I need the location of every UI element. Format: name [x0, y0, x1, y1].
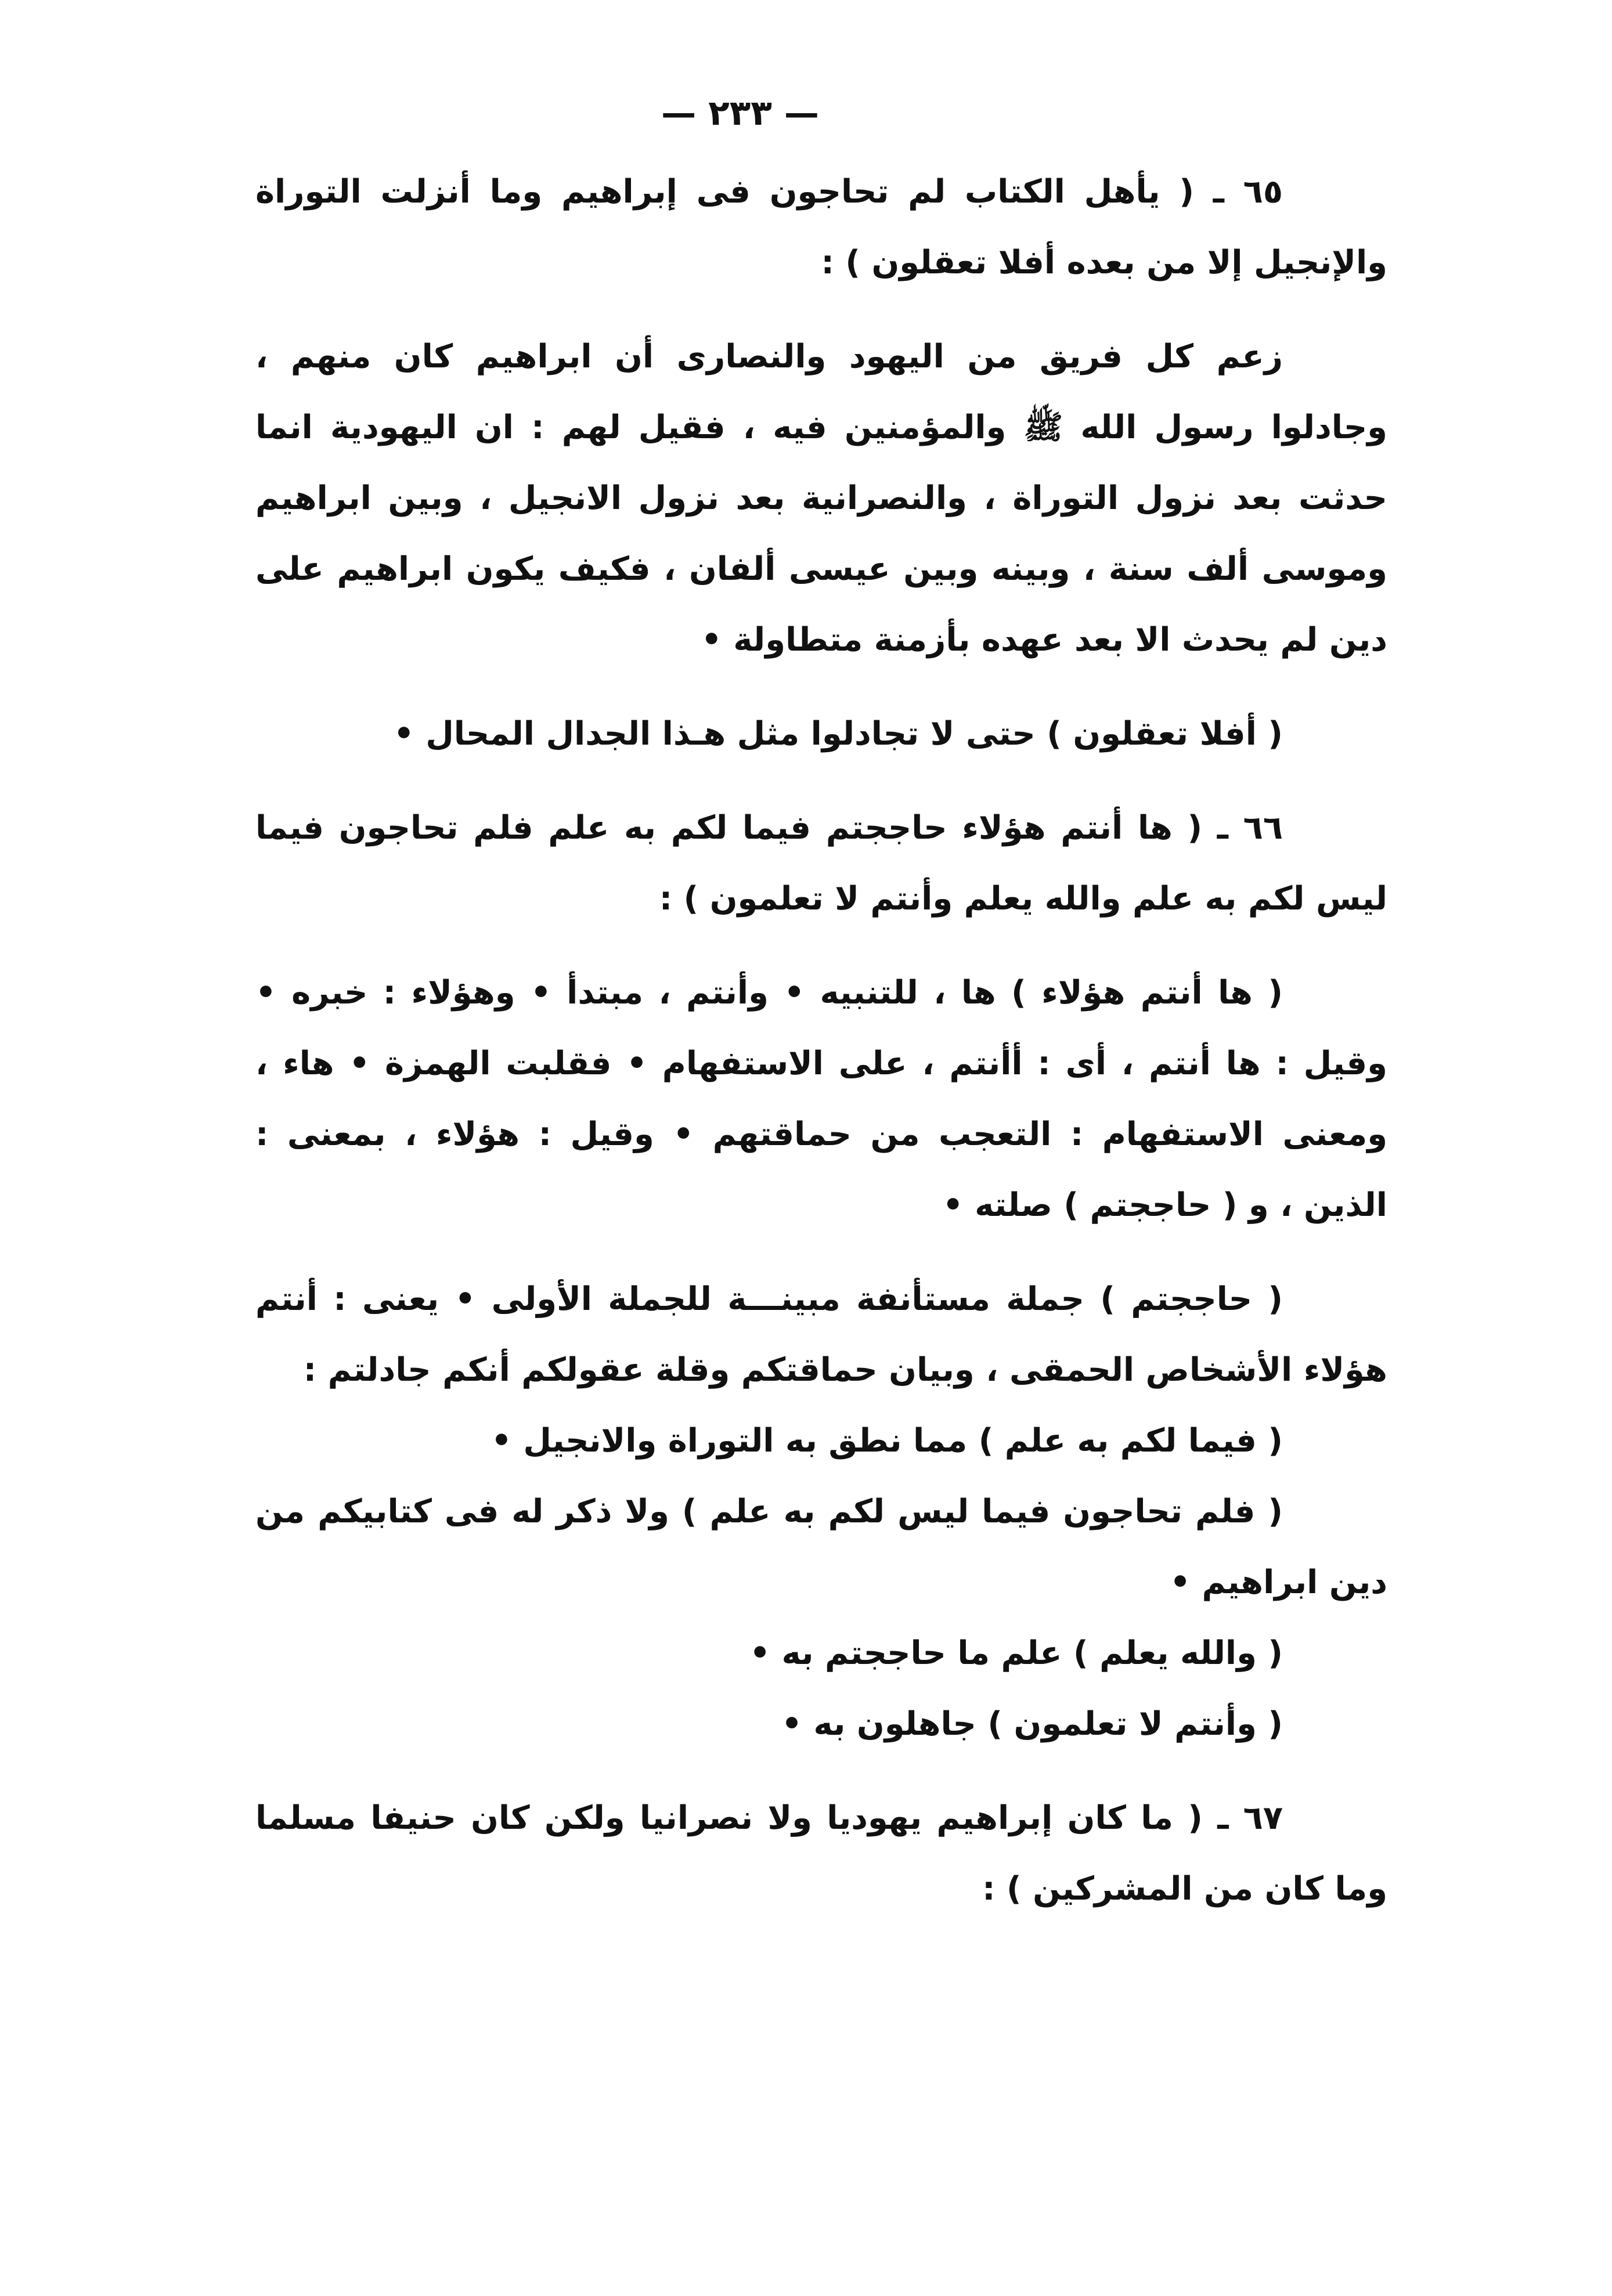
- commentary-paragraph: ( والله يعلم ) علم ما حاججتم به •: [749, 1634, 1283, 1672]
- commentary-paragraph: ( فيما لكم به علم ) مما نطق به التوراة والانجيل •: [491, 1422, 1283, 1460]
- verse-67: ٦٧ ـ ( ما كان إبراهيم يهوديا ولا نصرانيا ولكن كان حنيفا مسلما وما كان من المشركين ) :: [255, 1799, 1387, 1908]
- commentary-paragraph: ( ها أنتم هؤلاء ) ها ، للتنبيه • وأنتم ، مبتدأ • وهؤلاء : خبره • وقيل : ها أنتم ، أى : أأنتم ، على الاستفهام • فقلبت الهمزة • هاء ، ومعنى الاستفهام : التعجب من حماقتهم • وقيل : هؤلاء ، بمعنى : الذين ، و ( حاججتم ) صلته •: [255, 974, 1387, 1224]
- commentary-paragraph: ( فلم تحاجون فيما ليس لكم به علم ) ولا ذكر له فى كتابيكم من دين ابراهيم •: [255, 1493, 1387, 1601]
- verse-65: ٦٥ ـ ( يأهل الكتاب لم تحاجون فى إبراهيم وما أنزلت التوراة والإنجيل إلا من بعده أفلا تعقلون ) :: [255, 173, 1387, 281]
- document-page: [255, 87, 1387, 2234]
- commentary-paragraph: ( أفلا تعقلون ) حتى لا تجادلوا مثل هـذا الجدال المحال •: [393, 715, 1283, 753]
- commentary-paragraph: زعم كل فريق من اليهود والنصارى أن ابراهيم كان منهم ، وجادلوا رسول الله ﷺ والمؤمنين فيه ، فقيل لهم : ان اليهودية انما حدثت بعد نزول التوراة ، والنصرانية بعد نزول الانجيل ، وبين ابراهيم وموسى ألف سنة ، وبينه وبين عيسى ألفان ، فكيف يكون ابراهيم على دين لم يحدث الا بعد عهده بأزمنة متطاولة •: [255, 338, 1387, 659]
- commentary-paragraph: ( حاججتم ) جملة مستأنفة مبينـــة للجملة الأولى • يعنى : أنتم هؤلاء الأشخاص الحمقى ، وبيان حماقتكم وقلة عقولكم أنكم جادلتم :: [255, 1280, 1387, 1389]
- verse-66: ٦٦ ـ ( ها أنتم هؤلاء حاججتم فيما لكم به علم فلم تحاجون فيما ليس لكم به علم والله يعلم وأنتم لا تعلمون ) :: [255, 809, 1387, 918]
- page-number: — ٢٣٣ —: [661, 93, 819, 133]
- commentary-paragraph: ( وأنتم لا تعلمون ) جاهلون به •: [781, 1705, 1283, 1743]
